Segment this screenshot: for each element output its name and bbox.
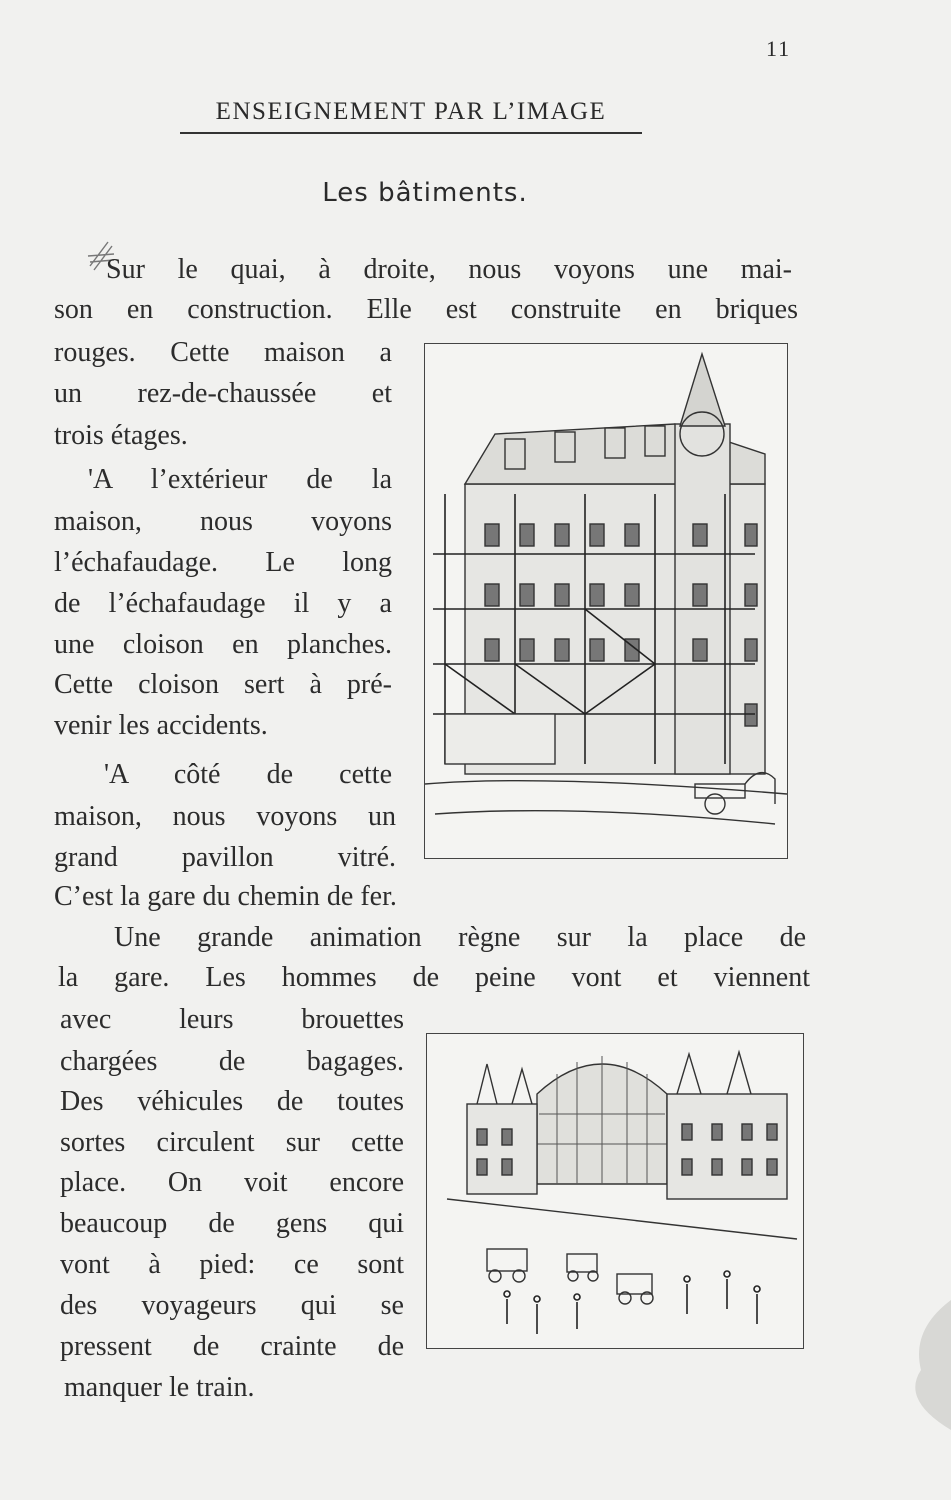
text-line: de l’échafaudage il y a	[54, 588, 392, 619]
railway-station-icon	[427, 1034, 803, 1348]
text-line: rouges. Cette maison a	[54, 337, 392, 368]
text-line: avec leurs brouettes	[60, 1004, 404, 1035]
running-head: ENSEIGNEMENT PAR L’IMAGE	[180, 98, 642, 134]
text-line: place. On voit encore	[60, 1167, 404, 1198]
text-line: la gare. Les hommes de peine vont et viennent	[58, 962, 810, 993]
text-line: maison, nous voyons un	[54, 801, 396, 832]
text-line: Sur le quai, à droite, nous voyons une mai-	[106, 254, 792, 285]
text-line: pressent de crainte de	[60, 1331, 404, 1362]
text-line: vont à pied: ce sont	[60, 1249, 404, 1280]
text-line: l’échafaudage. Le long	[54, 547, 392, 578]
text-line: un rez-de-chaussée et	[54, 378, 392, 409]
text-line: Cette cloison sert à pré-	[54, 669, 392, 700]
text-line: Une grande animation règne sur la place de	[114, 922, 806, 953]
text-line: venir les accidents.	[54, 710, 268, 741]
building-under-construction-icon	[425, 344, 787, 858]
text-line: trois étages.	[54, 420, 188, 451]
building-figure	[424, 343, 788, 859]
text-line: 'A l’extérieur de la	[88, 464, 392, 495]
text-line: chargées de bagages.	[60, 1046, 404, 1077]
text-line: 'A côté de cette	[104, 759, 392, 790]
page-number: 11	[766, 36, 792, 61]
text-line: C’est la gare du chemin de fer.	[54, 881, 397, 912]
station-figure	[426, 1033, 804, 1349]
text-line: grand pavillon vitré.	[54, 842, 396, 873]
text-line: maison, nous voyons	[54, 506, 392, 537]
text-line: une cloison en planches.	[54, 629, 392, 660]
text-line: beaucoup de gens qui	[60, 1208, 404, 1239]
section-title: Les bâtiments.	[322, 178, 528, 208]
text-line: manquer le train.	[64, 1372, 255, 1403]
text-line: des voyageurs qui se	[60, 1290, 404, 1321]
text-line: sortes circulent sur cette	[60, 1127, 404, 1158]
text-line: Des véhicules de toutes	[60, 1086, 404, 1117]
page-stain-icon	[891, 1300, 951, 1430]
text-line: son en construction. Elle est construite en briques	[54, 294, 798, 325]
